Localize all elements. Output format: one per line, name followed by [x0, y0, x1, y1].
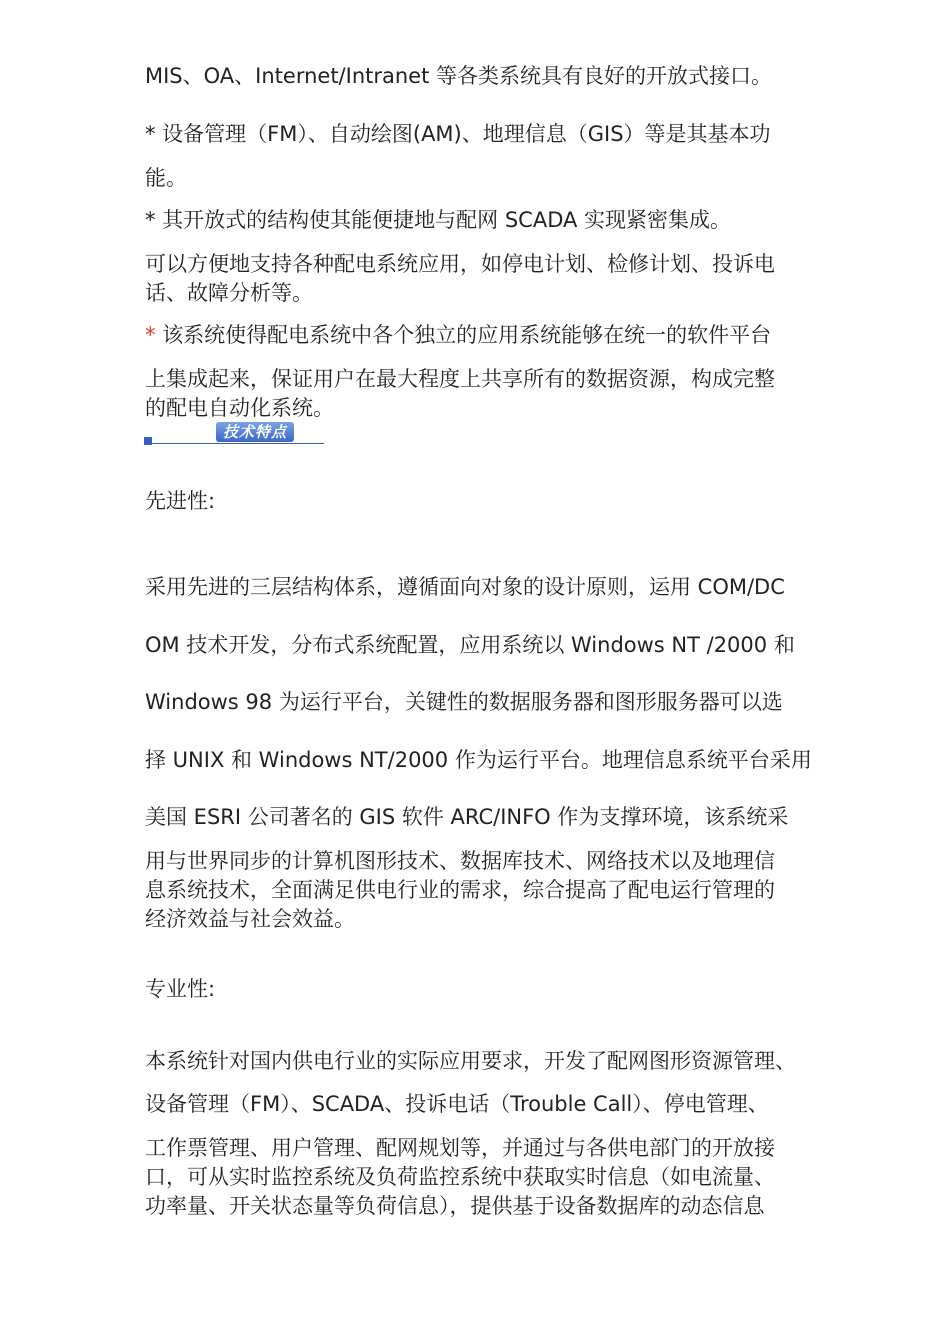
text-line: * 设备管理（FM）、自动绘图(AM)、地理信息（GIS）等是其基本功 [145, 122, 771, 146]
text-line: 上集成起来，保证用户在最大程度上共享所有的数据资源，构成完整 [145, 367, 775, 391]
text-line: 息系统技术，全面满足供电行业的需求，综合提高了配电运行管理的 [145, 878, 775, 902]
section-rule [152, 443, 324, 444]
text-line: 经济效益与社会效益。 [145, 907, 355, 931]
subheading-advanced: 先进性: [145, 489, 216, 513]
text-line: 功率量、开关状态量等负荷信息），提供基于设备数据库的动态信息 [145, 1194, 765, 1218]
text-line-content: 该系统使得配电系统中各个独立的应用系统能够在统一的软件平台 [162, 323, 772, 347]
text-line: Windows 98 为运行平台，关键性的数据服务器和图形服务器可以选 [145, 690, 783, 714]
red-star-marker: * [145, 323, 156, 347]
text-line [145, 321, 771, 349]
subheading-professional: 专业性: [145, 977, 216, 1001]
text-line: 美国 ESRI 公司著名的 GIS 软件 ARC/INFO 作为支撑环境，该系统采 [145, 805, 789, 829]
text-line: OM 技术开发，分布式系统配置，应用系统以 Windows NT /2000 和 [145, 633, 795, 657]
text-line: * 其开放式的结构使其能便捷地与配网 SCADA 实现紧密集成。 [145, 208, 732, 232]
text-line: 本系统针对国内供电行业的实际应用要求，开发了配网图形资源管理、 [145, 1049, 796, 1073]
text-line: 用与世界同步的计算机图形技术、数据库技术、网络技术以及地理信 [145, 849, 775, 873]
text-line: 可以方便地支持各种配电系统应用，如停电计划、检修计划、投诉电 [145, 252, 775, 276]
text-line: 工作票管理、用户管理、配网规划等，并通过与各供电部门的开放接 [145, 1136, 775, 1160]
text-line: MIS、OA、Internet/Intranet 等各类系统具有良好的开放式接口。 [145, 64, 773, 88]
text-line: 口，可从实时监控系统及负荷监控系统中获取实时信息（如电流量、 [145, 1165, 775, 1189]
text-line: 择 UNIX 和 Windows NT/2000 作为运行平台。地理信息系统平台采用 [145, 748, 812, 772]
section-badge: 技术特点 [216, 422, 294, 442]
text-line: 的配电自动化系统。 [145, 396, 334, 420]
section-header-features [144, 422, 324, 448]
text-line: 采用先进的三层结构体系，遵循面向对象的设计原则，运用 COM/DC [145, 575, 785, 599]
section-square-icon [144, 437, 152, 445]
text-line: 设备管理（FM）、SCADA、投诉电话（Trouble Call）、停电管理、 [145, 1092, 769, 1116]
text-line: 能。 [145, 166, 187, 190]
text-line: 话、故障分析等。 [145, 281, 313, 305]
